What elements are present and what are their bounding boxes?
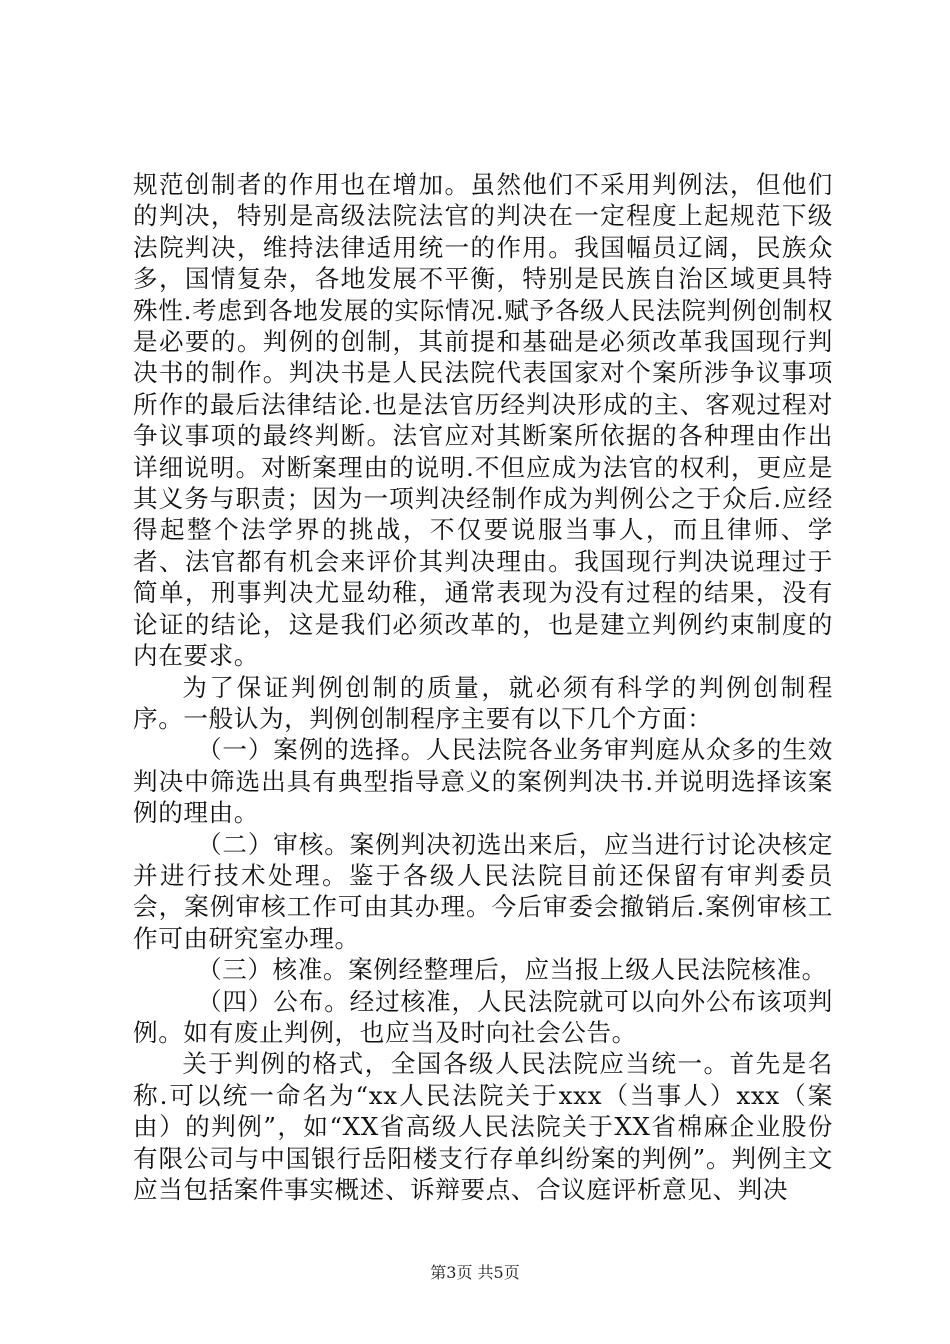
document-body	[133, 169, 833, 1205]
paragraph-step-publication: （四）公布。经过核准，人民法院就可以向外公布该项判例。如有废止判例，也应当及时向社会公告。	[133, 986, 833, 1047]
paragraph-step-selection: （一）案例的选择。人民法院各业务审判庭从众多的生效判决中筛选出具有典型指导意义的案例判决书.并说明选择该案例的理由。	[133, 735, 833, 828]
paragraph-continuation: 规范创制者的作用也在增加。虽然他们不采用判例法，但他们的判决，特别是高级法院法官的判决在一定程度上起规范下级法院判决，维持法律适用统一的作用。我国幅员辽阔，民族众多，国情复杂，各地发展不平衡，特别是民族自治区域更具特殊性.考虑到各地发展的实际情况.赋予各级人民法院判例创制权是必要的。判例的创制，其前提和基础是必须改革我国现行判决书的制作。判决书是人民法院代表国家对个案所涉争议事项所作的最后法律结论.也是法官历经判决形成的主、客观过程对争议事项的最终判断。法官应对其断案所依据的各种理由作出详细说明。对断案理由的说明.不但应成为法官的权利，更应是其义务与职责；因为一项判决经制作成为判例公之于众后.应经得起整个法学界的挑战，不仅要说服当事人，而且律师、学者、法官都有机会来评价其判决理由。我国现行判决说理过于简单，刑事判决尤显幼稚，通常表现为没有过程的结果，没有论证的结论，这是我们必须改革的，也是建立判例约束制度的内在要求。	[133, 170, 833, 671]
paragraph-step-approval: （三）核准。案例经整理后，应当报上级人民法院核准。	[196, 955, 827, 985]
paragraph-procedure-intro: 为了保证判例创制的质量，就必须有科学的判例创制程序。一般认为，判例创制程序主要有以下几个方面：	[133, 672, 833, 733]
page-number-footer: 第3页 共5页	[430, 1263, 520, 1282]
paragraph-format: 关于判例的格式，全国各级人民法院应当统一。首先是名称.可以统一命名为“xx人民法院关于xxx（当事人）xxx（案由）的判例”，如“XX省高级人民法院关于XX省棉麻企业股份有限公司与中国银行岳阳楼支行存单纠纷案的判例”。判例主文应当包括案件事实概述、诉辩要点、合议庭评析意见、判决	[133, 1049, 833, 1204]
paragraph-step-review: （二）审核。案例判决初选出来后，应当进行讨论决核定并进行技术处理。鉴于各级人民法院目前还保留有审判委员会，案例审核工作可由其办理。今后审委会撤销后.案例审核工作可由研究室办理。	[133, 829, 833, 953]
